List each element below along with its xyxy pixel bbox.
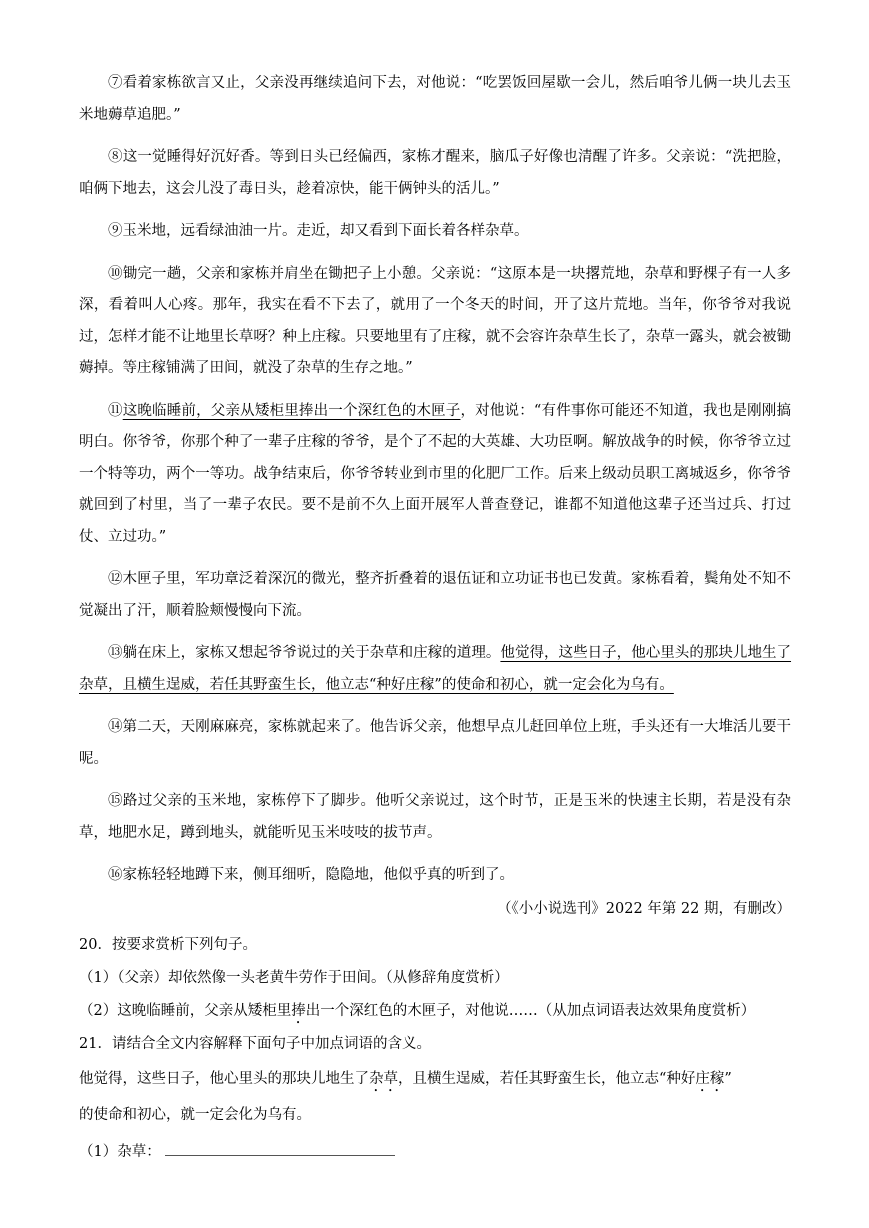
underlined-sentence: 他觉得，这些日子，他心里头的那块儿地生了杂草，且横生逞威，若任其野蛮生长，他立志“种好庄稼”的使命和初心，就一定会化为乌有。 xyxy=(79,645,792,693)
paragraph-15: ⑮路过父亲的玉米地，家栋停下了脚步。他听父亲说过，这个时节，正是玉米的快速主长期，若是没有杂草，地肥水足，蹲到地头，就能听见玉米吱吱的拔节声。 xyxy=(79,793,791,841)
question-21-title: 21．请结合全文内容解释下面句子中加点词语的含义。 xyxy=(79,1036,431,1052)
source-citation: （《小小说选刊》2022 年第 22 期，有删改） xyxy=(497,900,791,917)
answer-blank[interactable] xyxy=(165,1141,395,1156)
question-20-sub2: （2）这晚临睡前，父亲从矮柜里捧出一个深红色的木匣子，对他说……（从加点词语表达效果角度赏析） xyxy=(79,1003,756,1019)
underlined-sentence: 这晚临睡前，父亲从矮柜里捧出一个深红色的木匣子 xyxy=(122,402,461,419)
paragraph-13: ⑬躺在床上，家栋又想起爷爷说过的关于杂草和庄稼的道理。他觉得，这些日子，他心里头的那块儿地生了杂草，且横生逞威，若任其野蛮生长，他立志“种好庄稼”的使命和初心，就一定会化为乌有。 xyxy=(79,645,792,693)
question-21-sentence: 他觉得，这些日子，他心里头的那块儿地生了杂草，且横生逞威，若任其野蛮生长，他立志“种好庄稼” xyxy=(79,1071,732,1087)
answer-1-line: （1）杂草： xyxy=(79,1133,791,1171)
question-21-sentence-cont: 的使命和初心，就一定会化为乌有。 xyxy=(79,1107,311,1123)
paragraph-7: ⑦看着家栋欲言又止，父亲没再继续追问下去，对他说：“吃罢饭回屋歇一会儿，然后咱爷儿俩一块儿去玉米地薅草追肥。” xyxy=(79,75,791,123)
document-content xyxy=(79,68,791,1171)
paragraph-16: ⑯家栋轻轻地蹲下来，侧耳细听，隐隐地，他似乎真的听到了。 xyxy=(108,867,514,883)
dotted-word: 捧 xyxy=(291,1003,306,1019)
paragraph-14: ⑭第二天，天刚麻麻亮，家栋就起来了。他告诉父亲，他想早点儿赶回单位上班，手头还有一大堆活儿要干呢。 xyxy=(79,719,792,767)
paragraph-11: ⑪这晚临睡前，父亲从矮柜里捧出一个深红色的木匣子，对他说：“有件事你可能还不知道，我也是刚刚搞明白。你爷爷，你那个种了一辈子庄稼的爷爷，是个了不起的大英雄、大功臣啊。解放战争的时候，你爷爷立过一个特等功，两个一等功。战争结束后，你爷爷转业到市里的化肥厂工作。后来上级动员职工离城返乡，你爷爷就回到了村里，当了一辈子农民。要不是前不久上面开展军人普查登记，谁都不知道他这辈子还当过兵、打过仗、立过功。” xyxy=(79,402,791,545)
question-20-title: 20．按要求赏析下列句子。 xyxy=(79,937,257,953)
paragraph-10: ⑩锄完一趟，父亲和家栋并肩坐在锄把子上小憩。父亲说：“这原本是一块撂荒地，杂草和野棵子有一人多深，看着叫人心疼。那年，我实在看不下去了，就用了一个冬天的时间，开了这片荒地。当年，你爷爷对我说过，怎样才能不让地里长草呀？种上庄稼。只要地里有了庄稼，就不会容许杂草生长了，杂草一露头，就会被锄薅掉。等庄稼铺满了田间，就没了杂草的生存之地。” xyxy=(79,265,791,376)
paragraph-12: ⑫木匣子里，军功章泛着深沉的微光，整齐折叠着的退伍证和立功证书也已发黄。家栋看着，鬓角处不知不觉凝出了汗，顺着脸颊慢慢向下流。 xyxy=(79,571,792,619)
paragraph-8: ⑧这一觉睡得好沉好香。等到日头已经偏西，家栋才醒来，脑瓜子好像也清醒了许多。父亲说：“洗把脸，咱俩下地去，这会儿没了毒日头，趁着凉快，能干俩钟头的活儿。” xyxy=(79,149,791,197)
dotted-word: 杂草 xyxy=(369,1071,398,1087)
dotted-word: 庄稼 xyxy=(695,1071,725,1087)
question-20-sub1: （1）（父亲）却依然像一头老黄牛劳作于田间。（从修辞角度赏析） xyxy=(79,970,509,986)
paragraph-9: ⑨玉米地，远看绿油油一片。走近，却又看到下面长着各样杂草。 xyxy=(108,223,529,239)
